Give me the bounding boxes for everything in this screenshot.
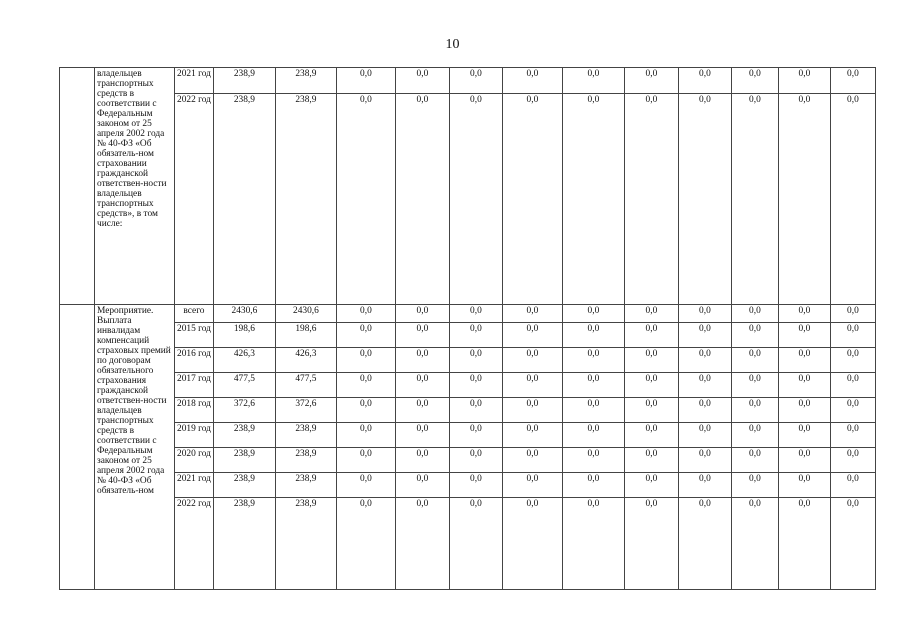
value-cell: 0,0 bbox=[502, 448, 562, 473]
value-cell: 0,0 bbox=[731, 68, 778, 94]
value-cell: 0,0 bbox=[449, 423, 502, 448]
value-cell: 238,9 bbox=[213, 423, 275, 448]
value-cell: 0,0 bbox=[678, 94, 731, 305]
table-row bbox=[60, 398, 876, 423]
value-cell: 0,0 bbox=[778, 423, 830, 448]
value-cell: 0,0 bbox=[336, 473, 395, 498]
value-cell: 0,0 bbox=[395, 373, 449, 398]
value-cell: 0,0 bbox=[562, 448, 624, 473]
value-cell: 0,0 bbox=[624, 448, 678, 473]
value-cell: 0,0 bbox=[778, 348, 830, 373]
value-cell: 0,0 bbox=[449, 323, 502, 348]
year-cell: 2015 год bbox=[175, 323, 214, 348]
value-cell: 0,0 bbox=[624, 423, 678, 448]
value-cell: 238,9 bbox=[275, 68, 336, 94]
value-cell: 198,6 bbox=[213, 323, 275, 348]
value-cell: 238,9 bbox=[213, 473, 275, 498]
value-cell: 0,0 bbox=[502, 423, 562, 448]
value-cell: 0,0 bbox=[678, 473, 731, 498]
value-cell: 0,0 bbox=[731, 305, 778, 323]
table-row bbox=[60, 305, 876, 323]
value-cell: 238,9 bbox=[213, 68, 275, 94]
description-cell: Мероприятие. Выплата инвалидам компенсаций страховых премий по договорам обязательного страхования гражданской ответствен-ности владельцев транспортных средств в соответствии с Федеральным законом от 25 апреля 2002 года № 40-ФЗ «Об обязатель-ном bbox=[95, 305, 175, 590]
value-cell: 0,0 bbox=[502, 473, 562, 498]
number-cell bbox=[60, 305, 95, 590]
value-cell: 0,0 bbox=[678, 68, 731, 94]
value-cell: 0,0 bbox=[731, 473, 778, 498]
table-row bbox=[60, 448, 876, 473]
value-cell: 0,0 bbox=[778, 473, 830, 498]
value-cell: 0,0 bbox=[830, 94, 875, 305]
value-cell: 0,0 bbox=[449, 398, 502, 423]
value-cell: 0,0 bbox=[778, 373, 830, 398]
value-cell: 0,0 bbox=[562, 398, 624, 423]
value-cell: 0,0 bbox=[830, 348, 875, 373]
value-cell: 0,0 bbox=[731, 498, 778, 590]
value-cell: 0,0 bbox=[678, 448, 731, 473]
value-cell: 0,0 bbox=[562, 423, 624, 448]
value-cell: 0,0 bbox=[562, 94, 624, 305]
value-cell: 0,0 bbox=[830, 68, 875, 94]
value-cell: 0,0 bbox=[778, 498, 830, 590]
value-cell: 0,0 bbox=[395, 323, 449, 348]
value-cell: 0,0 bbox=[678, 348, 731, 373]
value-cell: 2430,6 bbox=[213, 305, 275, 323]
value-cell: 0,0 bbox=[562, 498, 624, 590]
value-cell: 0,0 bbox=[624, 473, 678, 498]
table-row bbox=[60, 373, 876, 398]
value-cell: 0,0 bbox=[562, 68, 624, 94]
budget-table bbox=[59, 67, 876, 590]
value-cell: 238,9 bbox=[213, 498, 275, 590]
value-cell: 0,0 bbox=[395, 423, 449, 448]
value-cell: 0,0 bbox=[562, 305, 624, 323]
value-cell: 0,0 bbox=[830, 423, 875, 448]
value-cell: 0,0 bbox=[449, 94, 502, 305]
value-cell: 477,5 bbox=[213, 373, 275, 398]
value-cell: 0,0 bbox=[624, 373, 678, 398]
year-cell: 2021 год bbox=[175, 473, 214, 498]
value-cell: 0,0 bbox=[731, 398, 778, 423]
value-cell: 0,0 bbox=[502, 68, 562, 94]
value-cell: 426,3 bbox=[213, 348, 275, 373]
value-cell: 0,0 bbox=[449, 473, 502, 498]
value-cell: 0,0 bbox=[395, 94, 449, 305]
value-cell: 0,0 bbox=[624, 323, 678, 348]
value-cell: 0,0 bbox=[830, 498, 875, 590]
value-cell: 238,9 bbox=[275, 498, 336, 590]
value-cell: 0,0 bbox=[395, 68, 449, 94]
value-cell: 2430,6 bbox=[275, 305, 336, 323]
value-cell: 0,0 bbox=[395, 348, 449, 373]
value-cell: 0,0 bbox=[830, 398, 875, 423]
value-cell: 477,5 bbox=[275, 373, 336, 398]
value-cell: 0,0 bbox=[624, 94, 678, 305]
year-cell: 2021 год bbox=[175, 68, 214, 94]
value-cell: 0,0 bbox=[449, 373, 502, 398]
value-cell: 0,0 bbox=[778, 323, 830, 348]
value-cell: 0,0 bbox=[562, 323, 624, 348]
value-cell: 0,0 bbox=[830, 305, 875, 323]
value-cell: 0,0 bbox=[830, 448, 875, 473]
value-cell: 0,0 bbox=[502, 348, 562, 373]
year-cell: 2018 год bbox=[175, 398, 214, 423]
value-cell: 0,0 bbox=[502, 398, 562, 423]
value-cell: 0,0 bbox=[336, 348, 395, 373]
year-cell: 2022 год bbox=[175, 498, 214, 590]
value-cell: 0,0 bbox=[336, 323, 395, 348]
value-cell: 0,0 bbox=[731, 323, 778, 348]
value-cell: 426,3 bbox=[275, 348, 336, 373]
table-row bbox=[60, 348, 876, 373]
value-cell: 0,0 bbox=[678, 323, 731, 348]
value-cell: 0,0 bbox=[449, 305, 502, 323]
value-cell: 0,0 bbox=[731, 94, 778, 305]
value-cell: 0,0 bbox=[830, 473, 875, 498]
number-cell bbox=[60, 68, 95, 305]
value-cell: 0,0 bbox=[624, 398, 678, 423]
value-cell: 0,0 bbox=[830, 373, 875, 398]
value-cell: 198,6 bbox=[275, 323, 336, 348]
year-cell: всего bbox=[175, 305, 214, 323]
value-cell: 238,9 bbox=[275, 423, 336, 448]
value-cell: 0,0 bbox=[336, 448, 395, 473]
value-cell: 238,9 bbox=[275, 94, 336, 305]
value-cell: 0,0 bbox=[336, 94, 395, 305]
value-cell: 0,0 bbox=[731, 448, 778, 473]
value-cell: 0,0 bbox=[830, 323, 875, 348]
value-cell: 0,0 bbox=[778, 398, 830, 423]
value-cell: 0,0 bbox=[624, 498, 678, 590]
value-cell: 238,9 bbox=[213, 448, 275, 473]
value-cell: 0,0 bbox=[449, 498, 502, 590]
table-row bbox=[60, 323, 876, 348]
value-cell: 238,9 bbox=[213, 94, 275, 305]
value-cell: 0,0 bbox=[336, 498, 395, 590]
page-number: 10 bbox=[445, 37, 460, 52]
value-cell: 0,0 bbox=[778, 94, 830, 305]
value-cell: 0,0 bbox=[678, 373, 731, 398]
value-cell: 0,0 bbox=[395, 498, 449, 590]
value-cell: 0,0 bbox=[562, 473, 624, 498]
year-cell: 2019 год bbox=[175, 423, 214, 448]
value-cell: 0,0 bbox=[502, 94, 562, 305]
value-cell: 0,0 bbox=[502, 323, 562, 348]
value-cell: 0,0 bbox=[449, 348, 502, 373]
value-cell: 0,0 bbox=[336, 305, 395, 323]
value-cell: 0,0 bbox=[502, 373, 562, 398]
table-row bbox=[60, 473, 876, 498]
year-cell: 2017 год bbox=[175, 373, 214, 398]
table-row bbox=[60, 423, 876, 448]
value-cell: 0,0 bbox=[395, 448, 449, 473]
value-cell: 238,9 bbox=[275, 473, 336, 498]
value-cell: 0,0 bbox=[624, 348, 678, 373]
value-cell: 0,0 bbox=[449, 68, 502, 94]
table-row bbox=[60, 94, 876, 305]
value-cell: 0,0 bbox=[678, 398, 731, 423]
value-cell: 0,0 bbox=[562, 348, 624, 373]
value-cell: 0,0 bbox=[624, 68, 678, 94]
year-cell: 2022 год bbox=[175, 94, 214, 305]
value-cell: 0,0 bbox=[336, 423, 395, 448]
value-cell: 0,0 bbox=[778, 305, 830, 323]
year-cell: 2020 год bbox=[175, 448, 214, 473]
value-cell: 0,0 bbox=[731, 373, 778, 398]
value-cell: 0,0 bbox=[395, 473, 449, 498]
value-cell: 0,0 bbox=[562, 373, 624, 398]
year-cell: 2016 год bbox=[175, 348, 214, 373]
value-cell: 0,0 bbox=[624, 305, 678, 323]
value-cell: 0,0 bbox=[778, 448, 830, 473]
value-cell: 0,0 bbox=[678, 498, 731, 590]
value-cell: 0,0 bbox=[731, 348, 778, 373]
table-row bbox=[60, 68, 876, 94]
table-body bbox=[60, 68, 876, 590]
description-cell: владельцев транспортных средств в соответствии с Федеральным законом от 25 апреля 2002 года № 40-ФЗ «Об обязатель-ном страховании гражданской ответствен-ности владельцев транспортных средств», в том числе: bbox=[95, 68, 175, 305]
value-cell: 0,0 bbox=[502, 498, 562, 590]
value-cell: 0,0 bbox=[336, 373, 395, 398]
value-cell: 0,0 bbox=[502, 305, 562, 323]
value-cell: 372,6 bbox=[213, 398, 275, 423]
table-row bbox=[60, 498, 876, 590]
value-cell: 0,0 bbox=[395, 398, 449, 423]
value-cell: 0,0 bbox=[395, 305, 449, 323]
value-cell: 0,0 bbox=[778, 68, 830, 94]
value-cell: 0,0 bbox=[731, 423, 778, 448]
value-cell: 0,0 bbox=[678, 423, 731, 448]
value-cell: 372,6 bbox=[275, 398, 336, 423]
value-cell: 238,9 bbox=[275, 448, 336, 473]
value-cell: 0,0 bbox=[336, 398, 395, 423]
value-cell: 0,0 bbox=[449, 448, 502, 473]
value-cell: 0,0 bbox=[336, 68, 395, 94]
value-cell: 0,0 bbox=[678, 305, 731, 323]
